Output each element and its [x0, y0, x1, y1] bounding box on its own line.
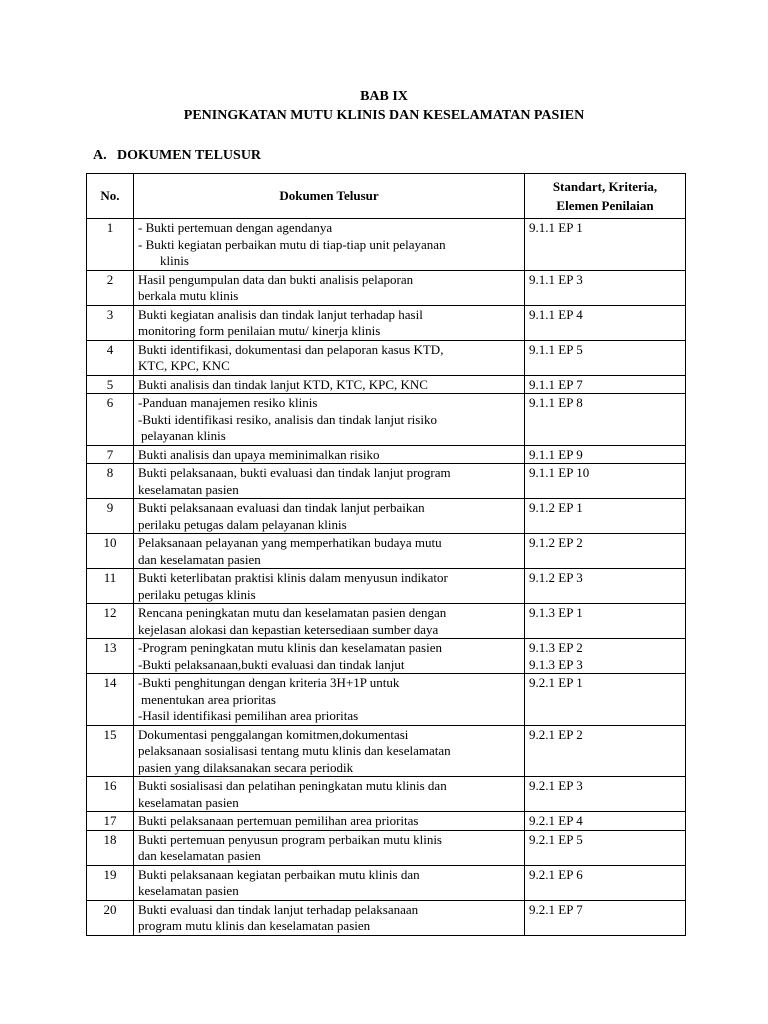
table-row [87, 305, 686, 340]
document-trace-table [86, 173, 686, 936]
document-cell [134, 777, 525, 812]
standard-reference: 9.1.3 EP 3 [529, 656, 583, 672]
standard-cell [525, 604, 686, 639]
standard-cell [525, 464, 686, 499]
document-cell [134, 305, 525, 340]
table-row [87, 674, 686, 726]
table-row [87, 777, 686, 812]
table-row [87, 865, 686, 900]
document-line: -Hasil identifikasi pemilihan area prioritas [138, 708, 359, 723]
table-row [87, 604, 686, 639]
document-line: -Bukti identifikasi resiko, analisis dan tindak lanjut risiko [138, 411, 437, 427]
row-number: 6 [87, 394, 134, 446]
standard-cell [525, 569, 686, 604]
row-number: 10 [87, 534, 134, 569]
table-row [87, 219, 686, 271]
row-number: 3 [87, 305, 134, 340]
document-line: Hasil pengumpulan data dan bukti analisis pelaporan [138, 271, 414, 287]
table-row [87, 445, 686, 464]
standard-cell [525, 270, 686, 305]
table-row [87, 270, 686, 305]
standard-reference: 9.1.1 EP 7 [529, 376, 583, 392]
standard-cell [525, 375, 686, 394]
document-line: Dokumentasi penggalangan komitmen,dokumentasi [138, 726, 409, 742]
document-cell [134, 499, 525, 534]
document-cell [134, 270, 525, 305]
standard-cell [525, 865, 686, 900]
row-number: 20 [87, 900, 134, 935]
document-cell [134, 865, 525, 900]
standard-reference: 9.1.3 EP 2 [529, 640, 583, 655]
chapter-heading: BAB IX [360, 89, 408, 104]
standard-reference: 9.1.1 EP 10 [529, 465, 590, 480]
document-line: Bukti pelaksanaan pertemuan pemilihan area prioritas [138, 813, 419, 828]
standard-reference: 9.2.1 EP 2 [529, 726, 583, 742]
standard-reference: 9.1.2 EP 1 [529, 500, 583, 515]
document-cell [134, 445, 525, 464]
table-header-row [87, 174, 686, 219]
document-cell [134, 674, 525, 726]
standard-reference: 9.1.1 EP 9 [529, 446, 583, 462]
standard-reference: 9.2.1 EP 1 [529, 675, 583, 690]
table-body [87, 219, 686, 936]
document-line: pelaksanaan sosialisasi tentang mutu klinis dan keselamatan [138, 743, 451, 758]
standard-reference: 9.2.1 EP 4 [529, 813, 583, 828]
standard-reference: 9.1.1 EP 5 [529, 341, 583, 357]
document-line: Pelaksanaan pelayanan yang memperhatikan budaya mutu [138, 535, 442, 550]
standard-reference: 9.2.1 EP 6 [529, 866, 583, 882]
document-line: Bukti keterlibatan praktisi klinis dalam menyusun indikator [138, 570, 448, 585]
table-row [87, 534, 686, 569]
header-no: No. [87, 174, 134, 219]
chapter-title: PENINGKATAN MUTU KLINIS DAN KESELAMATAN PASIEN [183, 108, 585, 123]
document-line: dan keselamatan pasien [138, 848, 261, 863]
document-line: - Bukti kegiatan perbaikan mutu di tiap-tiap unit pelayanan [138, 236, 446, 252]
row-number: 15 [87, 725, 134, 777]
row-number: 2 [87, 270, 134, 305]
document-cell [134, 604, 525, 639]
standard-cell [525, 674, 686, 726]
standard-cell [525, 900, 686, 935]
standard-cell [525, 534, 686, 569]
standard-cell [525, 340, 686, 375]
document-line: Bukti kegiatan analisis dan tindak lanjut terhadap hasil [138, 306, 423, 322]
standard-reference: 9.1.1 EP 3 [529, 271, 583, 287]
table-row [87, 639, 686, 674]
row-number: 19 [87, 865, 134, 900]
table-row [87, 900, 686, 935]
document-line: pelayanan klinis [141, 428, 226, 443]
document-cell [134, 464, 525, 499]
standard-reference: 9.2.1 EP 5 [529, 831, 583, 847]
header-standard [525, 174, 686, 219]
section-title: DOKUMEN TELUSUR [117, 148, 262, 163]
document-line: KTC, KPC, KNC [138, 358, 230, 373]
standard-reference: 9.1.3 EP 1 [529, 605, 583, 620]
standard-reference: 9.1.1 EP 4 [529, 306, 583, 322]
table-row [87, 569, 686, 604]
section-heading [93, 147, 261, 165]
document-line: Bukti pelaksanaan evaluasi dan tindak lanjut perbaikan [138, 500, 425, 515]
table-row [87, 812, 686, 831]
document-line: Bukti evaluasi dan tindak lanjut terhadap pelaksanaan [138, 901, 419, 917]
document-line: -Program peningkatan mutu klinis dan keselamatan pasien [138, 640, 442, 655]
standard-reference: 9.1.1 EP 1 [529, 220, 583, 235]
row-number: 7 [87, 445, 134, 464]
document-cell [134, 639, 525, 674]
standard-cell [525, 499, 686, 534]
document-line: Bukti sosialisasi dan pelatihan peningkatan mutu klinis dan [138, 778, 447, 793]
row-number: 11 [87, 569, 134, 604]
document-line: klinis [160, 253, 189, 268]
document-cell [134, 534, 525, 569]
standard-reference: 9.2.1 EP 3 [529, 778, 583, 793]
header-standard-line1: Standart, Kriteria, [552, 179, 658, 194]
document-line: keselamatan pasien [138, 481, 239, 497]
document-cell [134, 219, 525, 271]
standard-reference: 9.1.2 EP 2 [529, 535, 583, 550]
row-number: 14 [87, 674, 134, 726]
document-cell [134, 830, 525, 865]
document-line: perilaku petugas dalam pelayanan klinis [138, 516, 347, 532]
document-line: Bukti pertemuan penyusun program perbaikan mutu klinis [138, 831, 442, 847]
document-line: dan keselamatan pasien [138, 551, 261, 567]
standard-reference: 9.1.1 EP 8 [529, 395, 583, 410]
document-cell [134, 394, 525, 446]
standard-cell [525, 639, 686, 674]
document-line: Bukti analisis dan tindak lanjut KTD, KTC, KPC, KNC [138, 376, 428, 392]
standard-cell [525, 812, 686, 831]
document-cell [134, 725, 525, 777]
table-row [87, 464, 686, 499]
table-row [87, 830, 686, 865]
standard-cell [525, 725, 686, 777]
row-number: 16 [87, 777, 134, 812]
standard-cell [525, 777, 686, 812]
standard-reference: 9.1.2 EP 3 [529, 570, 583, 585]
row-number: 17 [87, 812, 134, 831]
document-line: program mutu klinis dan keselamatan pasien [138, 918, 371, 933]
document-line: keselamatan pasien [138, 883, 239, 898]
row-number: 18 [87, 830, 134, 865]
document-line: Bukti identifikasi, dokumentasi dan pelaporan kasus KTD, [138, 341, 444, 357]
table-row [87, 394, 686, 446]
document-line: berkala mutu klinis [138, 288, 239, 303]
document-line: keselamatan pasien [138, 794, 239, 810]
document-cell [134, 375, 525, 394]
row-number: 8 [87, 464, 134, 499]
standard-cell [525, 219, 686, 271]
document-line: - Bukti pertemuan dengan agendanya [138, 220, 333, 235]
header-standard-line2: Elemen Penilaian [556, 198, 654, 213]
row-number: 12 [87, 604, 134, 639]
document-cell [134, 569, 525, 604]
row-number: 4 [87, 340, 134, 375]
header-document: Dokumen Telusur [134, 174, 525, 219]
document-line: -Bukti pelaksanaan,bukti evaluasi dan tindak lanjut [138, 656, 405, 672]
document-line: -Panduan manajemen resiko klinis [138, 395, 318, 410]
document-line: perilaku petugas klinis [138, 586, 256, 602]
document-line: Bukti pelaksanaan kegiatan perbaikan mutu klinis dan [138, 866, 420, 882]
standard-cell [525, 445, 686, 464]
document-line: Bukti pelaksanaan, bukti evaluasi dan tindak lanjut program [138, 465, 451, 480]
standard-reference: 9.2.1 EP 7 [529, 901, 583, 917]
standard-cell [525, 305, 686, 340]
document-cell [134, 340, 525, 375]
standard-cell [525, 830, 686, 865]
document-line: kejelasan alokasi dan kepastian ketersediaan sumber daya [138, 621, 439, 637]
row-number: 13 [87, 639, 134, 674]
document-cell [134, 900, 525, 935]
document-line: pasien yang dilaksanakan secara periodik [138, 759, 354, 775]
table-row [87, 340, 686, 375]
document-line: menentukan area prioritas [141, 691, 276, 707]
row-number: 5 [87, 375, 134, 394]
table-row [87, 499, 686, 534]
section-number: A. [93, 148, 107, 163]
row-number: 9 [87, 499, 134, 534]
document-line: Rencana peningkatan mutu dan keselamatan pasien dengan [138, 605, 447, 620]
table-row [87, 725, 686, 777]
row-number: 1 [87, 219, 134, 271]
document-line: Bukti analisis dan upaya meminimalkan risiko [138, 446, 380, 462]
document-cell [134, 812, 525, 831]
table-row [87, 375, 686, 394]
standard-cell [525, 394, 686, 446]
document-line: -Bukti penghitungan dengan kriteria 3H+1P untuk [138, 675, 400, 690]
document-line: monitoring form penilaian mutu/ kinerja klinis [138, 323, 381, 338]
